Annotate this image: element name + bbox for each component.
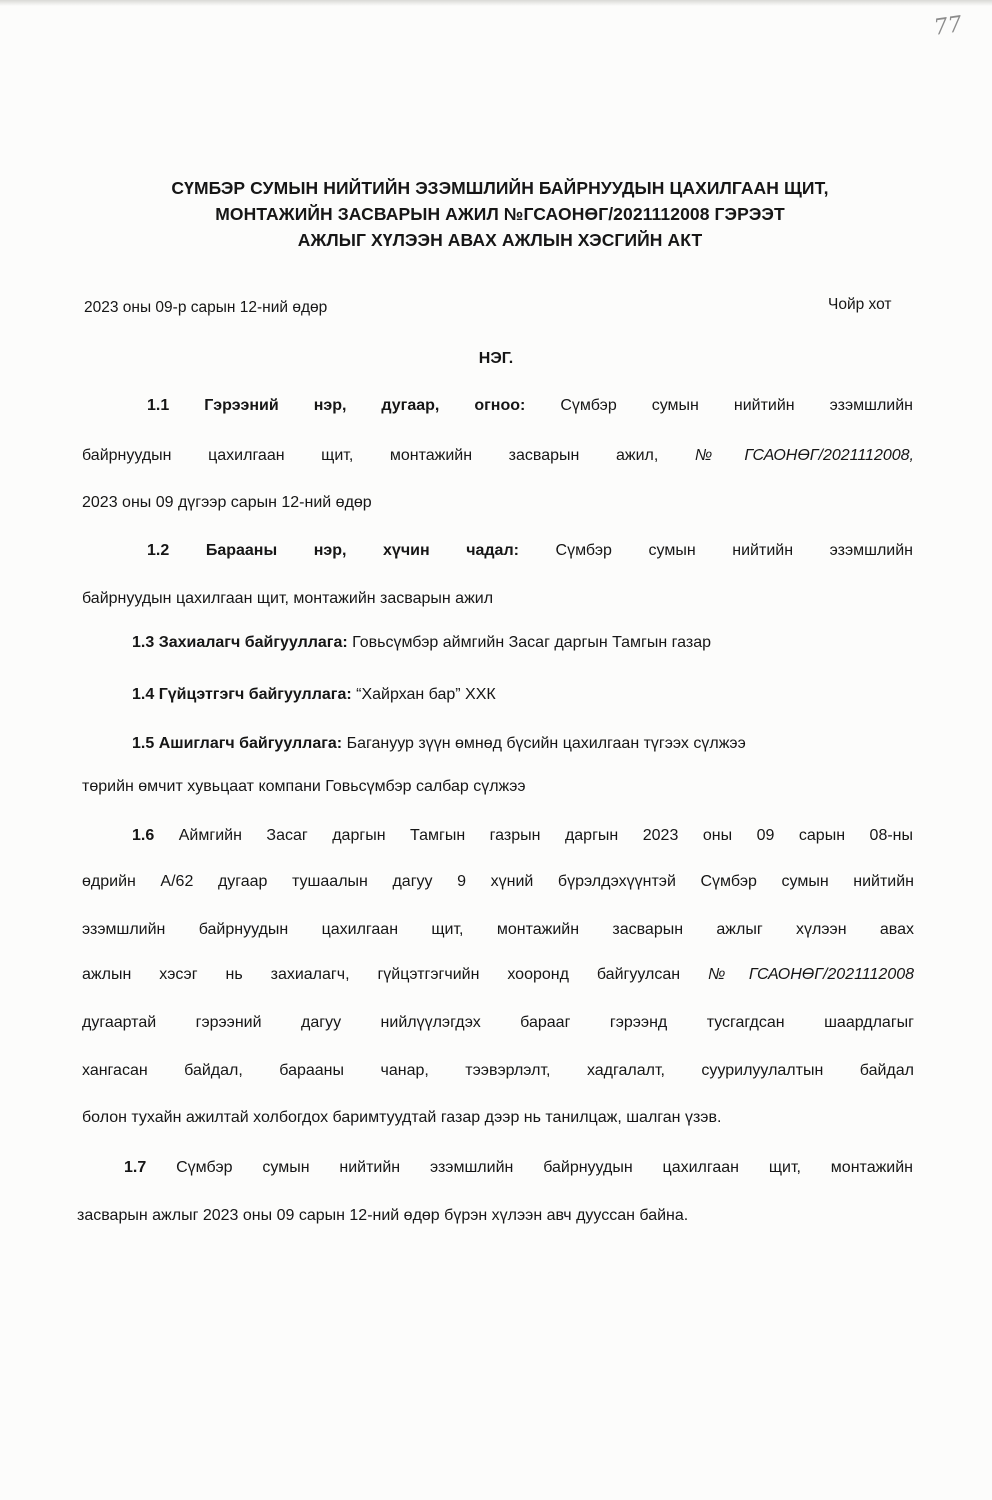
- item-1-1-text-b: байрнуудын цахилгаан щит, монтажийн засварын ажил,: [82, 447, 695, 464]
- item-1-6-text-1: Аймгийн Засаг даргын Тамгын газрын даргын 2023 оны 09 сарын 08-ны: [154, 827, 913, 844]
- item-1-4-label: 1.4 Гүйцэтгэгч байгууллага:: [132, 686, 352, 703]
- title-line-3: АЖЛЫГ ХҮЛЭЭН АВАХ АЖЛЫН ХЭСГИЙН АКТ: [297, 230, 703, 250]
- item-1-4-text: “Хайрхан бар” ХХК: [351, 686, 496, 703]
- item-1-2-text-a: Сүмбэр сумын нийтийн эзэмшлийн: [518, 542, 913, 559]
- item-1-7-label: 1.7: [124, 1159, 147, 1176]
- item-1-7-line-2: засварын ажлыг 2023 оны 09 сарын 12-ний өдөр бүрэн хүлээн авч дууссан байна.: [77, 1207, 689, 1224]
- item-1-5-text-a: Багануур зүүн өмнөд бүсийн цахилгаан түгээх сүлжээ: [342, 735, 746, 752]
- handwritten-page-number: 77: [932, 12, 964, 41]
- scan-edge: [0, 0, 992, 6]
- item-1-1-contract-number: №ГСАОНӨГ/2021112008,: [694, 447, 914, 464]
- item-1-1-label: 1.1 Гэрээний нэр, дугаар, огноо:: [147, 397, 526, 414]
- title-line-1: СҮМБЭР СУМЫН НИЙТИЙН ЭЗЭМШЛИЙН БАЙРНУУДЫН ЦАХИЛГААН ЩИТ,: [171, 178, 829, 198]
- item-1-1-text-a: Сүмбэр сумын нийтийн эзэмшлийн: [525, 397, 913, 414]
- item-1-6-line-1: [132, 827, 913, 845]
- item-1-7-line-1: [124, 1159, 913, 1177]
- item-1-1-line-1: [147, 397, 913, 415]
- item-1-5-label: 1.5 Ашиглагч байгууллага:: [132, 735, 343, 752]
- document-title: [80, 175, 920, 253]
- title-line-2: МОНТАЖИЙН ЗАСВАРЫН АЖИЛ №ГСАОНӨГ/2021112008 ГЭРЭЭТ: [215, 204, 785, 224]
- document-place: Чойр хот: [828, 296, 892, 313]
- item-1-6-line-7: болон тухайн ажилтай холбогдох баримтуудтай газар дээр нь танилцаж, шалган үзэв.: [82, 1109, 722, 1126]
- item-1-7-text-1: Сүмбэр сумын нийтийн эзэмшлийн байрнуудын цахилгаан щит, монтажийн: [146, 1159, 913, 1176]
- item-1-3-text: Говьсүмбэр аймгийн Засаг даргын Тамгын газар: [347, 634, 711, 651]
- item-1-2-line-1: [147, 542, 913, 560]
- document-date: 2023 оны 09-р сарын 12-ний өдөр: [84, 299, 328, 316]
- item-1-6-text-4: ажлын хэсэг нь захиалагч, гүйцэтгэгчийн хооронд байгуулсан: [82, 966, 709, 983]
- item-1-1-line-2: [82, 447, 914, 465]
- item-1-5-line-2: төрийн өмчит хувьцаат компани Говьсүмбэр салбар сүлжээ: [82, 778, 526, 795]
- item-1-6-line-2: өдрийн А/62 дугаар тушаалын дагуу 9 хүний бүрэлдэхүүнтэй Сүмбэр сумын нийтийн: [82, 873, 914, 890]
- section-heading: НЭГ.: [478, 350, 514, 367]
- item-1-6-contract-number: №ГСАОНӨГ/2021112008: [708, 966, 915, 983]
- item-1-6-line-5: дугаартай гэрээний дагуу нийлүүлэгдэх барааг гэрээнд тусгагдсан шаардлагыг: [82, 1014, 914, 1031]
- item-1-6-label: 1.6: [132, 827, 155, 844]
- item-1-5-line-1: [132, 735, 746, 753]
- item-1-2-label: 1.2 Барааны нэр, хүчин чадал:: [147, 542, 519, 559]
- item-1-2-line-2: байрнуудын цахилгаан щит, монтажийн засварын ажил: [82, 590, 494, 607]
- item-1-6-line-3: эзэмшлийн байрнуудын цахилгаан щит, монтажийн засварын ажлыг хүлээн авах: [82, 921, 914, 938]
- item-1-3-label: 1.3 Захиалагч байгууллага:: [132, 634, 348, 651]
- item-1-3: [132, 634, 711, 652]
- item-1-6-line-6: хангасан байдал, барааны чанар, тээвэрлэлт, хадгалалт, суурилуулалтын байдал: [82, 1062, 914, 1079]
- item-1-1-line-3: 2023 оны 09 дүгээр сарын 12-ний өдөр: [82, 494, 372, 511]
- item-1-6-line-4: [82, 966, 914, 984]
- item-1-4: [132, 686, 496, 704]
